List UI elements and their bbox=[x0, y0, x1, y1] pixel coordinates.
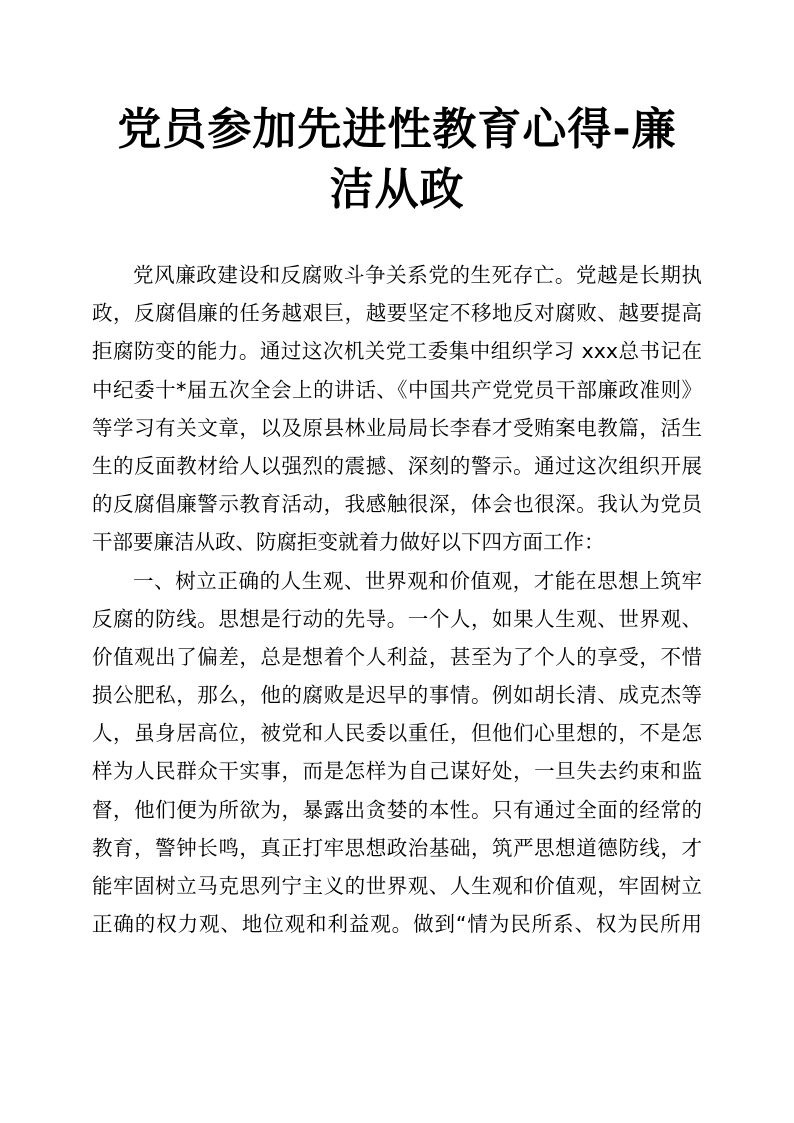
paragraph-2-line: 正确的权力观、地位观和利益观。做到“情为民所系、权为民所用 bbox=[92, 912, 702, 937]
paragraph-2-line: 督，他们便为所欲为，暴露出贪婪的本性。只有通过全面的经常的 bbox=[92, 797, 702, 822]
paragraph-2-line: 价值观出了偏差，总是想着个人利益，甚至为了个人的享受，不惜 bbox=[92, 644, 702, 669]
paragraph-1-line: 等学习有关文章，以及原县林业局局长李春才受贿案电教篇，活生 bbox=[92, 415, 702, 440]
paragraph-2-line: 人，虽身居高位，被党和人民委以重任，但他们心里想的，不是怎 bbox=[92, 721, 702, 746]
paragraph-2-line: 一、树立正确的人生观、世界观和价值观，才能在思想上筑牢 bbox=[133, 568, 702, 593]
paragraph-1-line: 政，反腐倡廉的任务越艰巨，越要坚定不移地反对腐败、越要提高 bbox=[92, 301, 702, 326]
paragraph-2-line: 损公肥私，那么，他的腐败是迟早的事情。例如胡长清、成克杰等 bbox=[92, 683, 702, 708]
paragraph-2-line: 样为人民群众干实事，而是怎样为自己谋好处，一旦失去约束和监 bbox=[92, 759, 702, 784]
paragraph-1-line: 生的反面教材给人以强烈的震撼、深刻的警示。通过这次组织开展 bbox=[92, 453, 702, 478]
paragraph-2-line: 能牢固树立马克思列宁主义的世界观、人生观和价值观，牢固树立 bbox=[92, 874, 702, 898]
paragraph-1-line: 的反腐倡廉警示教育活动，我感触很深，体会也很深。我认为党员 bbox=[92, 492, 702, 517]
document-title bbox=[92, 100, 702, 220]
paragraph-1-line: 中纪委十*届五次全会上的讲话、《中国共产党党员干部廉政准则》 bbox=[92, 377, 702, 402]
title-line-1: 党员参加先进性教育心得-廉 bbox=[117, 104, 677, 155]
paragraph-2-line: 教育，警钟长鸣，真正打牢思想政治基础，筑严思想道德防线，才 bbox=[92, 835, 702, 860]
paragraph-1-line: 党风廉政建设和反腐败斗争关系党的生死存亡。党越是长期执 bbox=[133, 263, 702, 287]
paragraph-1-line: 拒腐防变的能力。通过这次机关党工委集中组织学习 xxx总书记在 bbox=[92, 339, 702, 364]
document-body bbox=[92, 256, 702, 943]
title-line-2: 洁从政 bbox=[329, 164, 465, 215]
paragraph-1-line: 干部要廉洁从政、防腐拒变就着力做好以下四方面工作： bbox=[92, 530, 605, 555]
paragraph-2-line: 反腐的防线。思想是行动的先导。一个人，如果人生观、世界观、 bbox=[92, 606, 702, 631]
